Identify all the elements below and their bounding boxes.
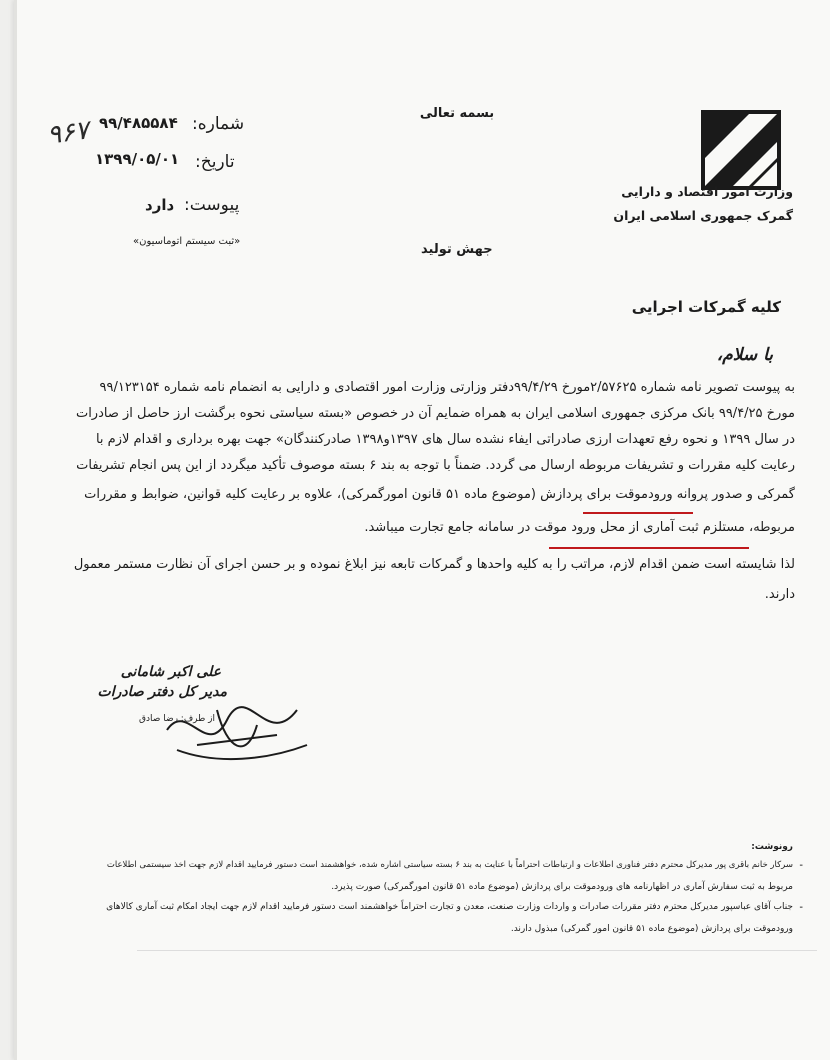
handwritten-number: ۹۶۷ [45, 115, 91, 151]
red-underline [583, 512, 693, 514]
red-underline [549, 547, 749, 549]
cc-line: جناب آقای عباسپور مدیرکل محترم دفتر مقررات صادرات و واردات وزارت صنعت، معدن و تجارت احتراماً خواهشمند است دستور فرمایید اقدام لازم جهت ایجاد امکام ثبت آماری کالاهای [106, 902, 793, 912]
system-note: «ثبت سیستم اتوماسیون» [133, 236, 241, 247]
body-line: مربوطه، مستلزم ثبت آماری از محل ورود موقت در سامانه جامع تجارت میباشد. [364, 520, 795, 535]
body-line: در سال ۱۳۹۹ و نحوه رفع تعهدات ارزی صادراتی ایفاء نشده سال های ۱۳۹۷و۱۳۹۸ صادرکنندگان» جهت بهره برداری و اقدام لازم با [95, 432, 795, 447]
cc-title: رونوشت: [751, 842, 793, 852]
footer-rule [137, 950, 817, 951]
org-customs: گمرک جمهوری اسلامی ایران [613, 208, 793, 223]
body-line: به پیوست تصویر نامه شماره ۲/۵۷۶۲۵مورخ ۹۹/۴/۲۹دفتر وزارتی وزارت امور اقتصادی و دارایی به انضمام نامه شماره ۹۹/۱۲۳۱۵۴ [99, 380, 795, 395]
body-line: گمرکی و صدور پروانه ورودموقت برای پردازش (موضوع ماده ۵۱ قانون امورگمرکی)، علاوه بر رعایت کلیه قوانین، ضوابط و مقررات [84, 487, 795, 502]
salutation: با سلام، [716, 345, 773, 365]
customs-logo-icon [699, 108, 783, 192]
cc-line: ورودموقت برای پردازش (موضوع ماده ۵۱ قانون امور گمرکی) مبذول دارند. [510, 924, 793, 934]
signer-on-behalf: از طرف: رضا صادق [138, 714, 215, 724]
attachment-label: پیوست: [184, 195, 240, 215]
cc-line: سرکار خانم باقری پور مدیرکل محترم دفتر فناوری اطلاعات و ارتباطات احتراماً با عنایت به بند ۶ بسته سیاستی اشاره شده، خواهشمند است دستور فرمایید اقدام لازم جهت اخذ سیستمی اطلاعات [106, 860, 793, 870]
letter-page [14, 0, 830, 1060]
bullet: - [799, 860, 803, 871]
bullet: - [799, 902, 803, 913]
cc-line: مربوط به ثبت سفارش آماری در اظهارنامه های ورودموقت برای پردازش (موضوع ماده ۵۱ قانون امورگمرکی) صورت پذیرد. [331, 882, 793, 892]
body-line: لذا شایسته است ضمن اقدام لازم، مراتب را به کلیه واحدها و گمرکات تابعه نیز ابلاغ نموده و بر حسن اجرای آن نظارت مستمر معمول [73, 557, 795, 572]
attachment-value: دارد [145, 196, 175, 214]
number-label: شماره: [192, 114, 245, 134]
number-value: ۹۹/۴۸۵۵۸۴ [99, 114, 178, 132]
signer-title: مدیر کل دفتر صادرات [97, 684, 227, 700]
date-value: ۱۳۹۹/۰۵/۰۱ [95, 150, 180, 168]
subject: جهش تولید [421, 242, 493, 257]
recipient: کلیه گمرکات اجرایی [631, 298, 781, 316]
org-ministry: وزارت امور اقتصاد و دارایی [621, 184, 793, 199]
signer-name: علی اکبر شامانی [120, 664, 221, 680]
body-line: مورخ ۹۹/۴/۲۵ بانک مرکزی جمهوری اسلامی ایران به همراه ضمایم آن در خصوص «بسته سیاستی نحوه برگشت ارز حاصل از صادرات [75, 406, 795, 421]
body-line: رعایت کلیه مقررات و تشریفات مربوطه ارسال می گردد. ضمناً با توجه به بند ۶ بسته موصوف تأکید میگردد از این پس انجام تشریفات [76, 458, 795, 473]
bismillah: بسمه تعالی [419, 106, 495, 121]
signature-scribble [157, 690, 317, 770]
body-line: دارند. [764, 587, 795, 602]
date-label: تاریخ: [195, 152, 235, 172]
